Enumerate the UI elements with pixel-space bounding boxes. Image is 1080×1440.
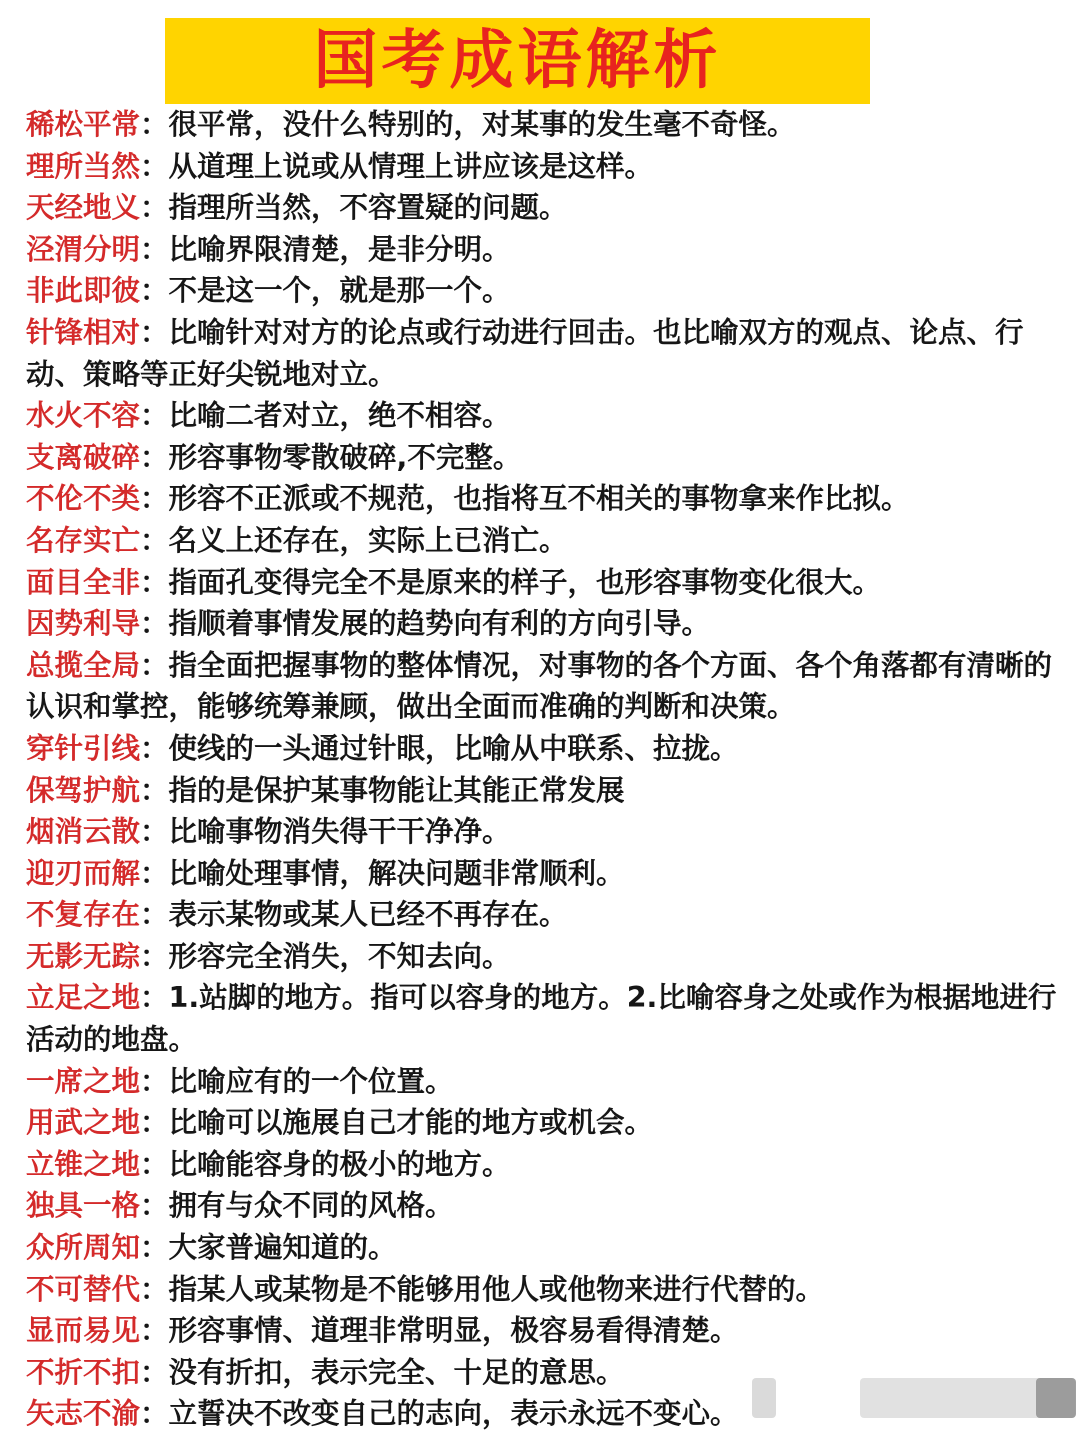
separator: ：: [140, 731, 169, 765]
idiom-entry: [26, 1269, 1076, 1311]
idiom-term: 面目全非: [26, 565, 141, 599]
idiom-term: 立锥之地: [26, 1147, 141, 1181]
idiom-definition: 很平常，没什么特别的，对某事的发生毫不奇怪。: [168, 108, 796, 141]
idiom-term: 支离破碎: [26, 440, 141, 474]
idiom-term: 无影无踪: [26, 939, 141, 973]
idiom-definition: 指的是保护某事物能让其能正常发展: [168, 773, 625, 807]
idiom-term: 不折不扣: [26, 1355, 141, 1389]
idiom-definition: 形容完全消失，不知去向。: [168, 939, 511, 973]
idiom-entry: [26, 853, 1076, 895]
idiom-definition: 比喻事物消失得干干净净。: [168, 815, 511, 849]
idiom-definition: 大家普遍知道的。: [168, 1231, 397, 1265]
idiom-definition: 名义上还存在，实际上已消亡。: [168, 523, 568, 557]
page-title: 国考成语解析: [313, 24, 722, 98]
separator: ：: [140, 1147, 169, 1181]
idiom-term: 穿针引线: [26, 731, 141, 765]
idiom-term: 泾渭分明: [26, 232, 141, 266]
separator: ：: [140, 440, 169, 474]
idiom-term: 独具一格: [26, 1189, 141, 1223]
idiom-term: 理所当然: [26, 149, 141, 183]
idiom-definition: 形容不正派或不规范，也指将互不相关的事物拿来作比拟。: [168, 482, 910, 516]
separator: ：: [140, 898, 169, 932]
idiom-term: 稀松平常: [26, 108, 141, 141]
separator: ：: [140, 1397, 169, 1431]
idiom-entry: [26, 977, 1076, 1060]
idiom-definition: 立誓决不改变自己的志向，表示永远不变心。: [168, 1397, 739, 1431]
idiom-term: 水火不容: [26, 399, 141, 433]
separator: ：: [140, 1189, 169, 1223]
idiom-term: 不可替代: [26, 1272, 141, 1306]
idiom-term: 非此即彼: [26, 274, 141, 308]
idiom-definition: 比喻二者对立，绝不相容。: [168, 399, 511, 433]
idiom-entry: [26, 229, 1076, 271]
separator: ：: [140, 274, 169, 308]
idiom-definition: 比喻处理事情，解决问题非常顺利。: [168, 856, 625, 890]
separator: ：: [140, 607, 169, 641]
separator: ：: [140, 981, 169, 1015]
separator: ：: [140, 648, 169, 682]
watermark-overlay: [752, 1378, 776, 1418]
idiom-term: 针锋相对: [26, 315, 141, 349]
idiom-definition: 形容事情、道理非常明显，极容易看得清楚。: [168, 1314, 739, 1348]
idiom-entry: [26, 811, 1076, 853]
idiom-term: 总揽全局: [26, 648, 141, 682]
idiom-entry: [26, 187, 1076, 229]
idiom-term: 因势利导: [26, 607, 141, 641]
idiom-definition: 比喻应有的一个位置。: [168, 1064, 454, 1098]
idiom-definition: 拥有与众不同的风格。: [168, 1189, 454, 1223]
idiom-entry: [26, 146, 1076, 188]
idiom-term: 不复存在: [26, 898, 141, 932]
idiom-term: 烟消云散: [26, 815, 141, 849]
idiom-term: 矢志不渝: [26, 1397, 141, 1431]
idiom-definition: 不是这一个，就是那一个。: [168, 274, 511, 308]
idiom-entry: [26, 437, 1076, 479]
idiom-entry: [26, 478, 1076, 520]
idiom-term: 众所周知: [26, 1231, 141, 1265]
separator: ：: [140, 939, 169, 973]
idiom-entry: [26, 645, 1076, 728]
idiom-entry: [26, 1227, 1076, 1269]
idiom-definition: 比喻可以施展自己才能的地方或机会。: [168, 1106, 654, 1140]
idiom-term: 天经地义: [26, 191, 141, 225]
separator: ：: [140, 232, 169, 266]
idiom-list: [26, 104, 1076, 1435]
idiom-term: 保驾护航: [26, 773, 141, 807]
idiom-term: 立足之地: [26, 981, 141, 1015]
idiom-term: 显而易见: [26, 1314, 141, 1348]
separator: ：: [140, 773, 169, 807]
separator: ：: [140, 315, 169, 349]
separator: ：: [140, 1064, 169, 1098]
separator: ：: [140, 1106, 169, 1140]
idiom-entry: [26, 562, 1076, 604]
watermark-overlay: [1036, 1378, 1076, 1418]
idiom-definition: 指某人或某物是不能够用他人或他物来进行代替的。: [168, 1272, 825, 1306]
separator: ：: [140, 399, 169, 433]
idiom-definition: 比喻能容身的极小的地方。: [168, 1147, 511, 1181]
separator: ：: [140, 1314, 169, 1348]
idiom-entry: [26, 520, 1076, 562]
idiom-definition: 从道理上说或从情理上讲应该是这样。: [168, 149, 654, 183]
idiom-entry: [26, 1144, 1076, 1186]
idiom-term: 一席之地: [26, 1064, 141, 1098]
idiom-definition: 指全面把握事物的整体情况，对事物的各个方面、各个角落都有清晰的认识和掌控，能够统筹兼顾，做出全面而准确的判断和决策。: [26, 648, 1053, 724]
idiom-entry: [26, 936, 1076, 978]
idiom-entry: [26, 395, 1076, 437]
idiom-term: 不伦不类: [26, 482, 141, 516]
idiom-entry: [26, 728, 1076, 770]
separator: ：: [140, 1231, 169, 1265]
idiom-entry: [26, 1310, 1076, 1352]
separator: ：: [140, 1355, 169, 1389]
separator: ：: [140, 523, 169, 557]
separator: ：: [140, 856, 169, 890]
idiom-entry: [26, 312, 1076, 395]
idiom-definition: 形容事物零散破碎,不完整。: [168, 440, 522, 474]
separator: ：: [140, 191, 169, 225]
idiom-definition: 没有折扣，表示完全、十足的意思。: [168, 1355, 625, 1389]
separator: ：: [140, 482, 169, 516]
idiom-term: 迎刃而解: [26, 856, 141, 890]
idiom-definition: 1.站脚的地方。指可以容身的地方。2.比喻容身之处或作为根据地进行活动的地盘。: [26, 981, 1057, 1057]
idiom-entry: [26, 603, 1076, 645]
idiom-definition: 表示某物或某人已经不再存在。: [168, 898, 568, 932]
separator: ：: [140, 108, 169, 141]
idiom-definition: 指理所当然，不容置疑的问题。: [168, 191, 568, 225]
separator: ：: [140, 565, 169, 599]
title-banner: [165, 18, 870, 104]
idiom-term: 名存实亡: [26, 523, 141, 557]
separator: ：: [140, 149, 169, 183]
idiom-entry: [26, 1185, 1076, 1227]
idiom-entry: [26, 1102, 1076, 1144]
idiom-definition: 比喻针对对方的论点或行动进行回击。也比喻双方的观点、论点、行动、策略等正好尖锐地对立。: [26, 315, 1024, 391]
separator: ：: [140, 1272, 169, 1306]
idiom-definition: 使线的一头通过针眼，比喻从中联系、拉拢。: [168, 731, 739, 765]
idiom-definition: 比喻界限清楚，是非分明。: [168, 232, 511, 266]
idiom-entry: [26, 1061, 1076, 1103]
idiom-entry: [26, 770, 1076, 812]
idiom-entry: [26, 270, 1076, 312]
idiom-entry: [26, 104, 1076, 146]
idiom-term: 用武之地: [26, 1106, 141, 1140]
separator: ：: [140, 815, 169, 849]
idiom-entry: [26, 894, 1076, 936]
idiom-definition: 指顺着事情发展的趋势向有利的方向引导。: [168, 607, 711, 641]
idiom-definition: 指面孔变得完全不是原来的样子，也形容事物变化很大。: [168, 565, 882, 599]
